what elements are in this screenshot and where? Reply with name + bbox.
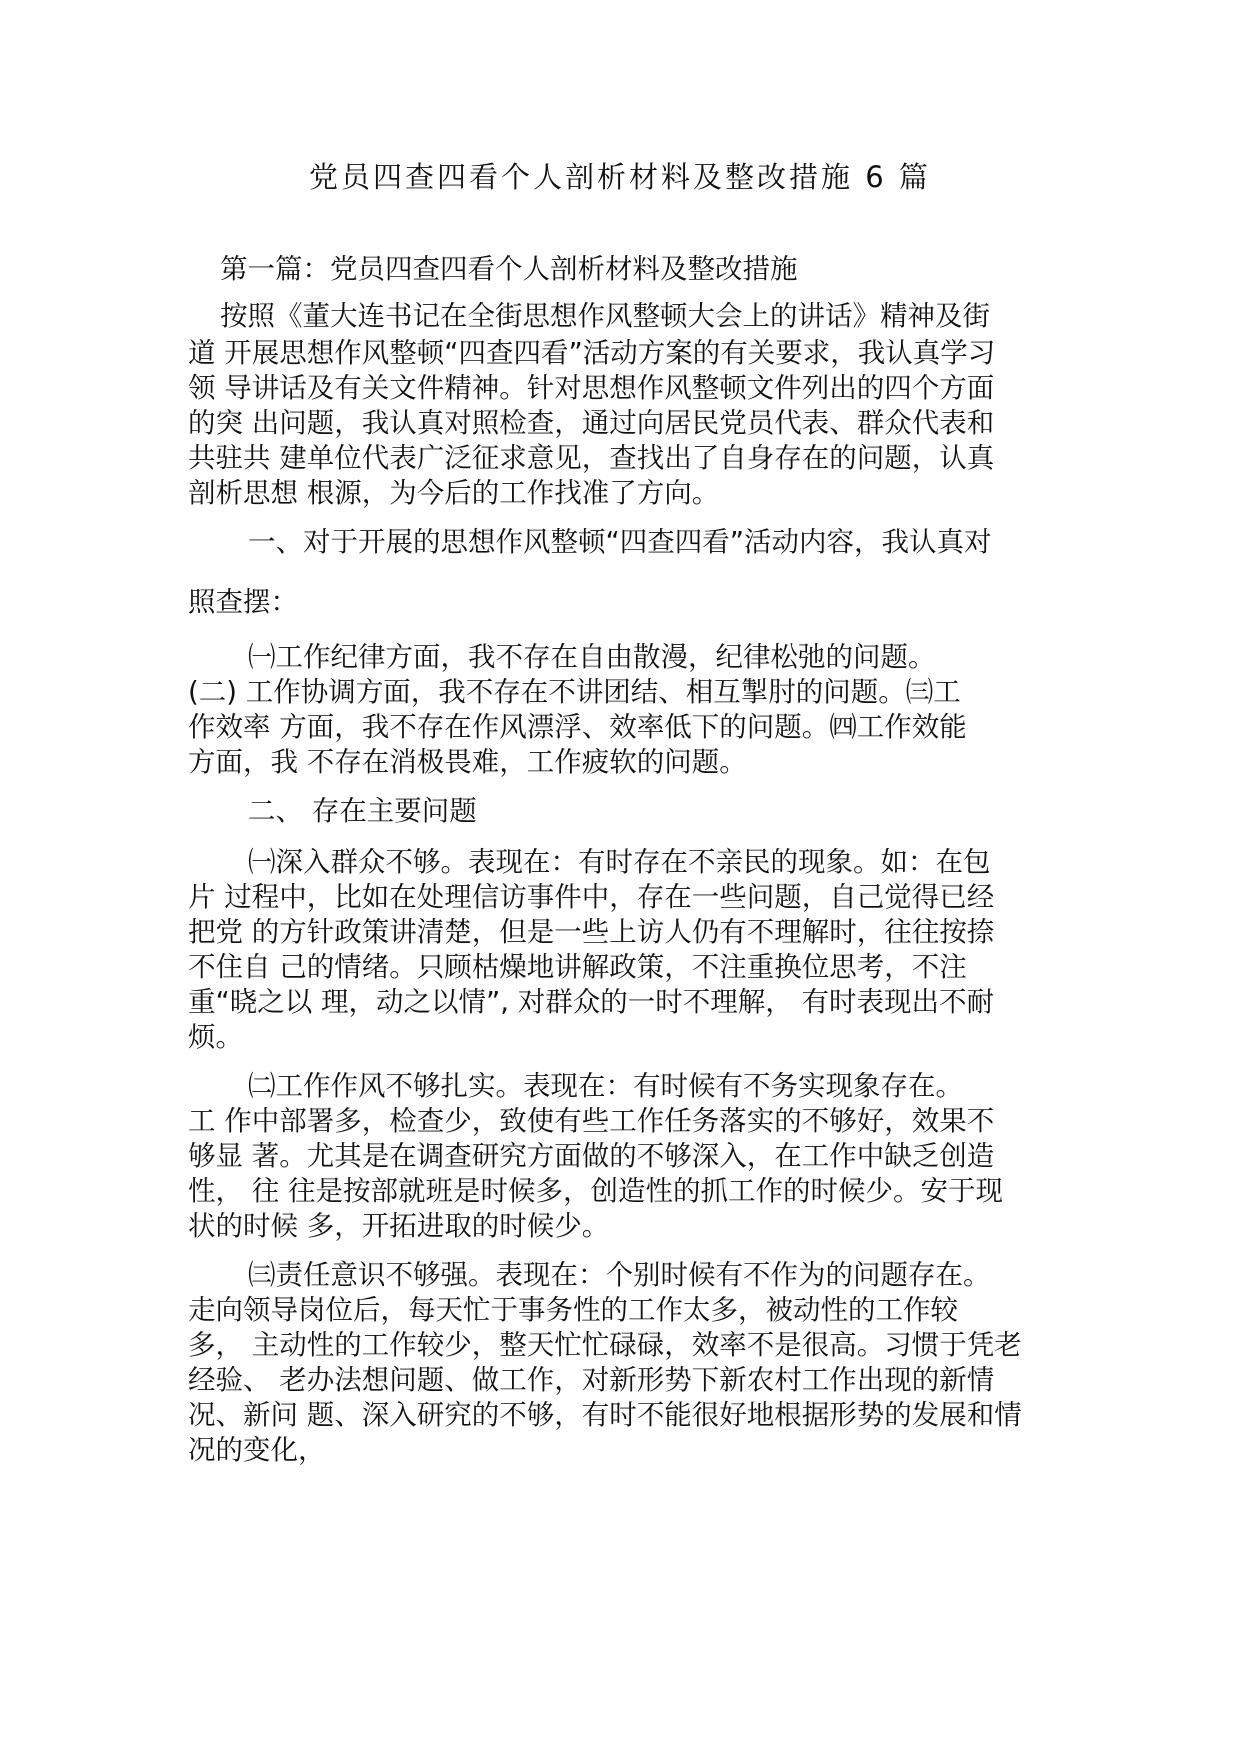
paragraph-line: 领 导讲话及有关文件精神。针对思想作风整顿文件列出的四个方面 (188, 372, 995, 404)
paragraph-line: 的突 出问题，我认真对照检查，通过向居民党员代表、群众代表和 (188, 407, 995, 439)
paragraph-line: 方面，我 不存在消极畏难，工作疲软的问题。 (188, 746, 747, 778)
paragraph-line: ㈠工作纪律方面，我不存在自由散漫，纪律松弛的问题。 (248, 641, 936, 673)
paragraph-line: 况的变化， (188, 1434, 326, 1466)
paragraph-line: 够显 著。尤其是在调查研究方面做的不够深入，在工作中缺乏创造 (188, 1140, 995, 1172)
paragraph-line: 按照《董大连书记在全街思想作风整顿大会上的讲话》精神及街 (220, 300, 990, 332)
paragraph-line: 工 作中部署多，检查少，致使有些工作任务落实的不够好，效果不 (188, 1105, 995, 1137)
paragraph-line: 走向领导岗位后，每天忙于事务性的工作太多，被动性的工作较 (188, 1294, 958, 1326)
paragraph-line: 多， 主动性的工作较少，整天忙忙碌碌，效率不是很高。习惯于凭老 (188, 1329, 1022, 1361)
subheading: 二、 存在主要问题 (248, 795, 477, 827)
paragraph-line: 重“晓之以 理，动之以情”, 对群众的一时不理解， 有时表现出不耐 (188, 986, 994, 1018)
paragraph-line: 经验、 老办法想问题、做工作，对新形势下新农村工作出现的新情 (188, 1364, 995, 1396)
paragraph-line: ㈢责任意识不够强。表现在：个别时候有不作为的问题存在。 (248, 1259, 991, 1291)
paragraph-line: 作效率 方面，我不存在作风漂浮、效率低下的问题。㈣工作效能 (188, 711, 967, 743)
paragraph-line: 性， 往 往是按部就班是时候多，创造性的抓工作的时候少。安于现 (188, 1175, 1003, 1207)
paragraph-line: 况、新问 题、深入研究的不够，有时不能很好地根据形势的发展和情 (188, 1399, 1022, 1431)
paragraph-line: 一、对于开展的思想作风整顿“四查四看”活动内容，我认真对 (248, 526, 992, 558)
paragraph-line: 片 过程中，比如在处理信访事件中，存在一些问题，自己觉得已经 (188, 881, 995, 913)
paragraph-line: 共驻共 建单位代表广泛征求意见，查找出了自身存在的问题，认真 (188, 442, 995, 474)
document-title: 党员四查四看个人剖析材料及整改措施 6 篇 (309, 160, 931, 194)
paragraph-line: 剖析思想 根源，为今后的工作找准了方向。 (188, 477, 720, 509)
paragraph-line: 照查摆： (188, 586, 298, 618)
paragraph-line: ㈡工作作风不够扎实。表现在：有时候有不务实现象存在。 (248, 1070, 963, 1102)
section-heading: 第一篇：党员四查四看个人剖析材料及整改措施 (220, 253, 798, 285)
paragraph-line: ㈠深入群众不够。表现在：有时存在不亲民的现象。如：在包 (248, 846, 991, 878)
paragraph-line: 烦。 (188, 1021, 243, 1053)
paragraph-line: 道 开展思想作风整顿“四查四看”活动方案的有关要求，我认真学习 (188, 337, 996, 369)
paragraph-line: 不住自 己的情绪。只顾枯燥地讲解政策，不注重换位思考，不注 (188, 951, 967, 983)
paragraph-line: (二) 工作协调方面，我不存在不讲团结、相互掣肘的问题。㈢工 (188, 676, 961, 708)
paragraph-line: 把党 的方针政策讲清楚，但是一些上访人仍有不理解时，往往按捺 (188, 916, 995, 948)
paragraph-line: 状的时候 多，开拓进取的时候少。 (188, 1210, 610, 1242)
